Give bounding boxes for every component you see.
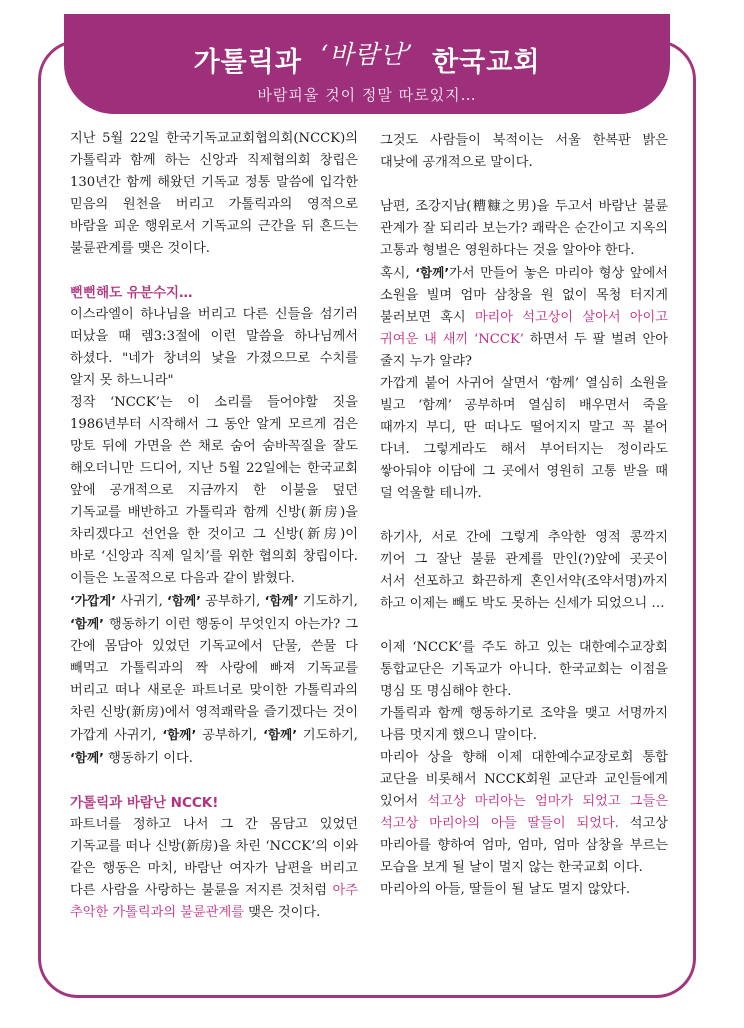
title-accent: ‘바람난’: [320, 40, 414, 69]
paragraph: 마리아의 아들, 딸들이 될 날도 멀지 않았다.: [380, 882, 631, 897]
section-heading: 뻔뻔해도 유분수지…: [70, 285, 193, 301]
paragraph: 정작 ‘NCCK’는 이 소리를 들어야할 짓을 1986년부터 시작해서 그 동안 알게 모르게 검은 망토 뒤에 가면을 쓴 채로 숨어 숨바꼭질을 잘도 해오더니만 드디어, 지난 5월 22일에는 한국교회 앞에 공개적으로 지금까지 한 이불을 덮던 기독교를 배반하고 가톨릭과 함께 신방(新房)을 차리겠다고 선언을 한 것이고 그 신방(新房)이 바로 ‘신앙과 직제 일치’를 위한 협의회 창립이다. 이들은 노골적으로 다음과 같이 밝혔다.: [70, 395, 358, 586]
page-title: [64, 40, 670, 79]
paragraph: 가톨릭과 함께 행동하기로 조약을 맺고 서명까지 나름 멋지게 했으니 말이다.: [380, 706, 668, 743]
paragraph: 남편, 조강지남(糟糠之男)을 두고서 바람난 불륜 관계가 잘 되리라 보는가? 쾌락은 순간이고 지옥의 고통과 형벌은 영원하다는 것을 알아야 한다.: [380, 199, 668, 258]
paragraph: ‘가깝게’ 사귀기, ‘함께’ 공부하기, ‘함께’ 기도하기, ‘함께’ 행동하기 이런 행동이 무엇인지 아는가? 그 간에 몸담아 있었던 기독교에서 단물, 쓴물 다 빼먹고 가톨릭과의 짝 사랑에 빠져 기독교를 버리고 떠나 새로운 파트너로 맞이한 가톨릭과의 차린 신방(新房)에서 영적쾌락을 즐기겠다는 것이 가깝게 사귀기, ‘함께’ 공부하기, ‘함께’ 기도하기, ‘함께’ 행동하기 이다.: [70, 593, 358, 766]
right-column: [380, 130, 668, 901]
paragraph: 마리아 상을 향해 이제 대한예수교장로회 통합 교단을 비롯해서 NCCK회원 교단과 교인들에게 있어서 석고상 마리아는 엄마가 되었고 그들은 석고상 마리아의 아들 딸들이 되었다. 석고상 마리아를 향하여 엄마, 엄마, 엄마 삼창을 부르는 모습을 보게 될 날이 멀지 않는 한국교회 이다.: [380, 750, 668, 875]
page-subtitle: 바람피울 것이 정말 따로있지…: [257, 86, 477, 104]
title-part: 가톨릭과: [193, 47, 302, 78]
paragraph: 파트너를 정하고 나서 그 간 몸담고 있었던 기독교를 떠나 신방(新房)을 차린 ‘NCCK’의 이와 같은 행동은 마치, 바람난 여자가 남편을 버리고 다른 사람을 사랑하는 불륜을 저지른 것처럼 아주 추악한 가톨릭과의 불륜관계를 맺은 것이다.: [70, 817, 358, 920]
paragraph: 하기사, 서로 간에 그렇게 추악한 영적 콩깍지 끼어 그 잘난 불륜 관계를 만인(?)앞에 곳곳이 서서 선포하고 화끈하게 혼인서약(조약서명)까지 하고 이제는 빼도 박도 못하는 신세가 되었으니 …: [380, 530, 668, 611]
paragraph: 이제 ‘NCCK’를 주도 하고 있는 대한예수교장회 통합교단은 기독교가 아니다. 한국교회는 이점을 명심 또 명심해야 한다.: [380, 640, 668, 699]
title-part: 한국교회: [432, 47, 541, 78]
paragraph: 지난 5월 22일 한국기독교교회협의회(NCCK)의 가톨릭과 함께 하는 신앙과 직제협의회 창립은 130년간 함께 해왔던 기독교 정통 말씀에 입각한 믿음의 원천을 버리고 가톨릭과의 영적으로 바람을 피운 행위로서 기독교의 근간을 뒤 흔드는 불륜관계를 맺은 것이다.: [70, 131, 358, 256]
left-column: [70, 128, 358, 924]
paragraph: 가깝게 붙어 사귀어 살면서 ‘함께’ 열심히 소원을 빌고 ‘함께’ 공부하며 열심히 배우면서 죽을 때까지 부디, 딴 떠나도 떨어지지 말고 꼭 붙어 다녀. 그렇게라도 해서 부어터지는 정이라도 쌓아둬야 이담에 그 곳에서 영원히 고통 받을 때 덜 억울할 테니까.: [380, 376, 668, 501]
section-heading: 가톨릭과 바람난 NCCK!: [70, 795, 219, 811]
paragraph: 그것도 사람들이 북적이는 서울 한복판 밝은 대낮에 공개적으로 말이다.: [380, 133, 668, 170]
paragraph: 혹시, ‘함께’가서 만들어 놓은 마리아 형상 앞에서 소원을 빌며 엄마 삼창을 원 없이 목청 터지게 불러보면 혹시 마리아 석고상이 살아서 아이고 귀여운 내 새끼 ‘NCCK’ 하면서 두 팔 벌려 안아 줄지 누가 알랴?: [380, 265, 668, 369]
paragraph: 이스라엘이 하나님을 버리고 다른 신들을 섬기러 떠났을 때 렘3:3절에 이런 말씀을 하나님께서 하셨다. "네가 창녀의 낯을 가졌으므로 수치를 알지 못 하느니라": [70, 307, 358, 388]
header-banner: [64, 14, 670, 114]
